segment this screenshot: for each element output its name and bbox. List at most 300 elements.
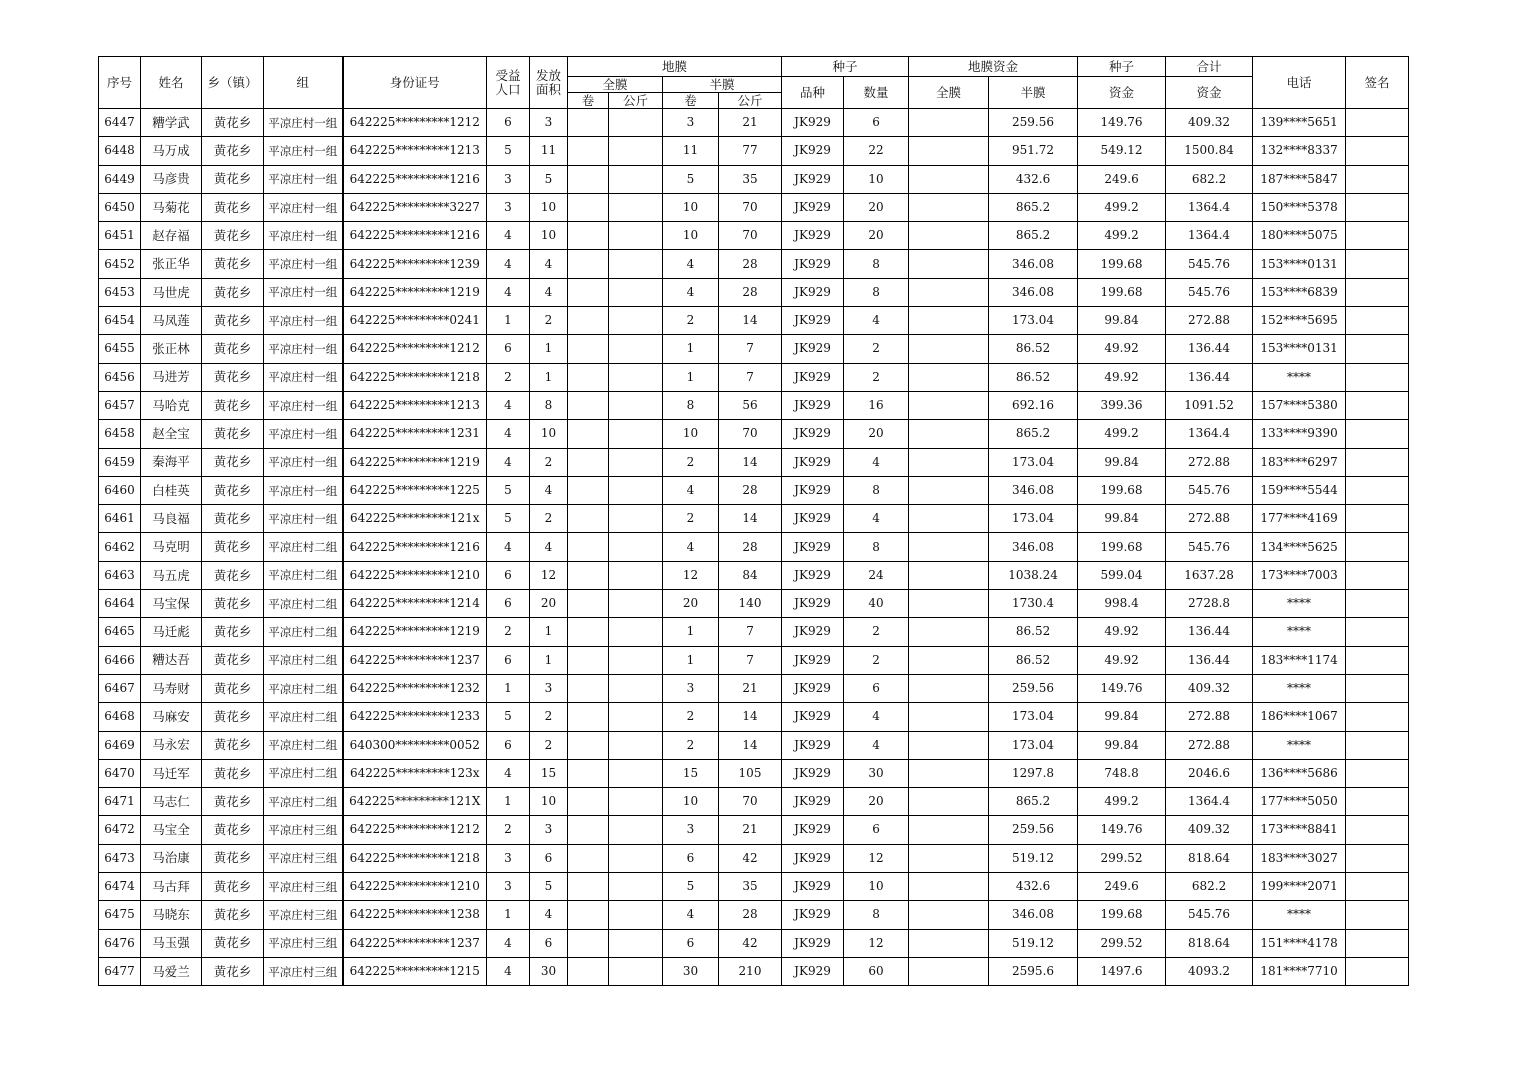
cell-half-roll: 3 bbox=[663, 816, 719, 844]
cell-full-kg bbox=[609, 957, 663, 985]
cell-quantity: 4 bbox=[844, 731, 909, 759]
cell-phone: 186****1067 bbox=[1253, 703, 1346, 731]
cell-quantity: 20 bbox=[844, 222, 909, 250]
cell-id: 642225*********1212 bbox=[343, 109, 487, 137]
cell-variety: JK929 bbox=[782, 844, 844, 872]
table-row bbox=[99, 363, 1409, 391]
cell-total-funds: 1364.4 bbox=[1166, 193, 1253, 221]
cell-ff-full bbox=[909, 363, 989, 391]
header-id: 身份证号 bbox=[343, 57, 487, 109]
cell-quantity: 8 bbox=[844, 278, 909, 306]
cell-name: 马晓东 bbox=[141, 901, 202, 929]
cell-sign bbox=[1346, 703, 1409, 731]
cell-beneficiaries: 5 bbox=[487, 476, 530, 504]
cell-ff-half: 259.56 bbox=[989, 109, 1078, 137]
cell-id: 642225*********1225 bbox=[343, 476, 487, 504]
cell-phone: 136****5686 bbox=[1253, 759, 1346, 787]
cell-total-funds: 1637.28 bbox=[1166, 561, 1253, 589]
cell-full-roll bbox=[568, 873, 609, 901]
cell-seed-funds: 399.36 bbox=[1078, 391, 1166, 419]
table-row bbox=[99, 873, 1409, 901]
cell-half-kg: 14 bbox=[719, 307, 782, 335]
cell-full-roll bbox=[568, 674, 609, 702]
cell-full-kg bbox=[609, 816, 663, 844]
cell-name: 张正林 bbox=[141, 335, 202, 363]
cell-id: 642225*********1212 bbox=[343, 816, 487, 844]
cell-id: 642225*********1214 bbox=[343, 590, 487, 618]
cell-group: 平凉庄村二组 bbox=[264, 674, 343, 702]
cell-group: 平凉庄村一组 bbox=[264, 505, 343, 533]
cell-ff-half: 346.08 bbox=[989, 250, 1078, 278]
cell-sign bbox=[1346, 391, 1409, 419]
cell-ff-full bbox=[909, 901, 989, 929]
cell-township: 黄花乡 bbox=[202, 533, 264, 561]
cell-ff-half: 86.52 bbox=[989, 646, 1078, 674]
table-row bbox=[99, 137, 1409, 165]
cell-ff-half: 519.12 bbox=[989, 844, 1078, 872]
cell-total-funds: 1091.52 bbox=[1166, 391, 1253, 419]
cell-seq: 6476 bbox=[99, 929, 141, 957]
cell-sign bbox=[1346, 278, 1409, 306]
cell-township: 黄花乡 bbox=[202, 307, 264, 335]
cell-full-kg bbox=[609, 590, 663, 618]
header-seq: 序号 bbox=[99, 57, 141, 109]
cell-seed-funds: 499.2 bbox=[1078, 420, 1166, 448]
header-full-film: 全膜 bbox=[568, 77, 663, 93]
cell-name: 赵存福 bbox=[141, 222, 202, 250]
cell-seed-funds: 1497.6 bbox=[1078, 957, 1166, 985]
cell-id: 642225*********3227 bbox=[343, 193, 487, 221]
cell-half-roll: 10 bbox=[663, 193, 719, 221]
cell-sign bbox=[1346, 929, 1409, 957]
cell-full-roll bbox=[568, 391, 609, 419]
table-row bbox=[99, 590, 1409, 618]
cell-ff-half: 1038.24 bbox=[989, 561, 1078, 589]
cell-variety: JK929 bbox=[782, 335, 844, 363]
cell-sign bbox=[1346, 307, 1409, 335]
table-row bbox=[99, 222, 1409, 250]
cell-ff-half: 173.04 bbox=[989, 448, 1078, 476]
cell-half-kg: 7 bbox=[719, 335, 782, 363]
cell-total-funds: 136.44 bbox=[1166, 335, 1253, 363]
table-row bbox=[99, 731, 1409, 759]
header-total: 合计 bbox=[1166, 57, 1253, 77]
cell-full-roll bbox=[568, 957, 609, 985]
cell-ff-half: 346.08 bbox=[989, 533, 1078, 561]
cell-total-funds: 545.76 bbox=[1166, 901, 1253, 929]
cell-beneficiaries: 5 bbox=[487, 505, 530, 533]
cell-sign bbox=[1346, 844, 1409, 872]
cell-quantity: 24 bbox=[844, 561, 909, 589]
cell-township: 黄花乡 bbox=[202, 618, 264, 646]
cell-beneficiaries: 3 bbox=[487, 193, 530, 221]
cell-ff-half: 432.6 bbox=[989, 873, 1078, 901]
cell-name: 秦海平 bbox=[141, 448, 202, 476]
cell-full-roll bbox=[568, 307, 609, 335]
cell-half-roll: 1 bbox=[663, 363, 719, 391]
cell-half-kg: 14 bbox=[719, 448, 782, 476]
cell-name: 马爱兰 bbox=[141, 957, 202, 985]
cell-total-funds: 1500.84 bbox=[1166, 137, 1253, 165]
cell-variety: JK929 bbox=[782, 646, 844, 674]
cell-total-funds: 272.88 bbox=[1166, 448, 1253, 476]
cell-full-kg bbox=[609, 533, 663, 561]
cell-quantity: 4 bbox=[844, 505, 909, 533]
cell-quantity: 16 bbox=[844, 391, 909, 419]
cell-total-funds: 136.44 bbox=[1166, 618, 1253, 646]
cell-name: 马治康 bbox=[141, 844, 202, 872]
cell-sign bbox=[1346, 957, 1409, 985]
cell-full-roll bbox=[568, 703, 609, 731]
cell-half-kg: 14 bbox=[719, 703, 782, 731]
cell-sign bbox=[1346, 505, 1409, 533]
cell-sign bbox=[1346, 137, 1409, 165]
cell-name: 白桂英 bbox=[141, 476, 202, 504]
cell-id: 642225*********121X bbox=[343, 788, 487, 816]
cell-variety: JK929 bbox=[782, 731, 844, 759]
cell-beneficiaries: 4 bbox=[487, 250, 530, 278]
cell-id: 642225*********1218 bbox=[343, 363, 487, 391]
cell-full-roll bbox=[568, 278, 609, 306]
cell-variety: JK929 bbox=[782, 703, 844, 731]
cell-seq: 6463 bbox=[99, 561, 141, 589]
cell-full-kg bbox=[609, 476, 663, 504]
cell-half-roll: 5 bbox=[663, 873, 719, 901]
cell-seq: 6450 bbox=[99, 193, 141, 221]
cell-name: 马迁彪 bbox=[141, 618, 202, 646]
cell-ff-full bbox=[909, 561, 989, 589]
cell-group: 平凉庄村一组 bbox=[264, 165, 343, 193]
cell-ff-half: 865.2 bbox=[989, 193, 1078, 221]
cell-half-kg: 105 bbox=[719, 759, 782, 787]
cell-beneficiaries: 6 bbox=[487, 590, 530, 618]
cell-sign bbox=[1346, 222, 1409, 250]
cell-half-kg: 28 bbox=[719, 250, 782, 278]
cell-variety: JK929 bbox=[782, 391, 844, 419]
cell-sign bbox=[1346, 901, 1409, 929]
cell-beneficiaries: 3 bbox=[487, 165, 530, 193]
cell-township: 黄花乡 bbox=[202, 646, 264, 674]
cell-half-roll: 15 bbox=[663, 759, 719, 787]
cell-ff-full bbox=[909, 844, 989, 872]
cell-township: 黄花乡 bbox=[202, 109, 264, 137]
table-body bbox=[99, 109, 1409, 986]
cell-sign bbox=[1346, 335, 1409, 363]
cell-variety: JK929 bbox=[782, 222, 844, 250]
cell-half-roll: 2 bbox=[663, 448, 719, 476]
cell-seq: 6462 bbox=[99, 533, 141, 561]
cell-id: 642225*********0241 bbox=[343, 307, 487, 335]
cell-full-roll bbox=[568, 844, 609, 872]
header-film: 地膜 bbox=[568, 57, 782, 77]
cell-full-kg bbox=[609, 561, 663, 589]
cell-ff-half: 259.56 bbox=[989, 816, 1078, 844]
cell-sign bbox=[1346, 533, 1409, 561]
cell-ff-half: 865.2 bbox=[989, 788, 1078, 816]
cell-full-kg bbox=[609, 109, 663, 137]
cell-beneficiaries: 2 bbox=[487, 363, 530, 391]
table-row bbox=[99, 674, 1409, 702]
cell-variety: JK929 bbox=[782, 957, 844, 985]
header-ff-full: 全膜 bbox=[909, 77, 989, 109]
cell-sign bbox=[1346, 788, 1409, 816]
header-seed: 种子 bbox=[782, 57, 909, 77]
cell-full-kg bbox=[609, 901, 663, 929]
cell-seed-funds: 499.2 bbox=[1078, 788, 1166, 816]
cell-township: 黄花乡 bbox=[202, 703, 264, 731]
cell-group: 平凉庄村二组 bbox=[264, 533, 343, 561]
cell-area: 4 bbox=[530, 533, 568, 561]
cell-quantity: 2 bbox=[844, 335, 909, 363]
table-row bbox=[99, 391, 1409, 419]
cell-phone: 139****5651 bbox=[1253, 109, 1346, 137]
cell-phone: 151****4178 bbox=[1253, 929, 1346, 957]
cell-full-kg bbox=[609, 391, 663, 419]
cell-id: 642225*********1232 bbox=[343, 674, 487, 702]
cell-variety: JK929 bbox=[782, 561, 844, 589]
cell-total-funds: 545.76 bbox=[1166, 250, 1253, 278]
cell-area: 4 bbox=[530, 901, 568, 929]
cell-half-roll: 6 bbox=[663, 929, 719, 957]
cell-full-roll bbox=[568, 222, 609, 250]
cell-beneficiaries: 1 bbox=[487, 674, 530, 702]
cell-ff-full bbox=[909, 448, 989, 476]
cell-group: 平凉庄村二组 bbox=[264, 759, 343, 787]
cell-full-kg bbox=[609, 222, 663, 250]
cell-full-roll bbox=[568, 137, 609, 165]
cell-full-roll bbox=[568, 193, 609, 221]
cell-seed-funds: 149.76 bbox=[1078, 674, 1166, 702]
cell-total-funds: 1364.4 bbox=[1166, 222, 1253, 250]
cell-half-kg: 70 bbox=[719, 420, 782, 448]
cell-area: 6 bbox=[530, 844, 568, 872]
cell-full-roll bbox=[568, 363, 609, 391]
cell-seed-funds: 299.52 bbox=[1078, 844, 1166, 872]
cell-id: 642225*********1233 bbox=[343, 703, 487, 731]
cell-group: 平凉庄村一组 bbox=[264, 109, 343, 137]
cell-ff-full bbox=[909, 278, 989, 306]
cell-ff-half: 951.72 bbox=[989, 137, 1078, 165]
cell-beneficiaries: 4 bbox=[487, 420, 530, 448]
cell-total-funds: 409.32 bbox=[1166, 816, 1253, 844]
header-ff-half: 半膜 bbox=[989, 77, 1078, 109]
cell-seq: 6474 bbox=[99, 873, 141, 901]
cell-half-kg: 14 bbox=[719, 505, 782, 533]
cell-beneficiaries: 6 bbox=[487, 646, 530, 674]
cell-group: 平凉庄村三组 bbox=[264, 957, 343, 985]
cell-group: 平凉庄村一组 bbox=[264, 391, 343, 419]
cell-ff-full bbox=[909, 137, 989, 165]
cell-variety: JK929 bbox=[782, 448, 844, 476]
cell-variety: JK929 bbox=[782, 109, 844, 137]
cell-beneficiaries: 5 bbox=[487, 703, 530, 731]
cell-id: 640300*********0052 bbox=[343, 731, 487, 759]
cell-quantity: 40 bbox=[844, 590, 909, 618]
cell-area: 2 bbox=[530, 505, 568, 533]
cell-seq: 6458 bbox=[99, 420, 141, 448]
cell-total-funds: 136.44 bbox=[1166, 646, 1253, 674]
cell-full-roll bbox=[568, 165, 609, 193]
cell-township: 黄花乡 bbox=[202, 561, 264, 589]
cell-area: 3 bbox=[530, 109, 568, 137]
cell-ff-half: 519.12 bbox=[989, 929, 1078, 957]
header-area: 发放面积 bbox=[530, 57, 568, 109]
cell-seed-funds: 499.2 bbox=[1078, 193, 1166, 221]
cell-phone: **** bbox=[1253, 674, 1346, 702]
table-row bbox=[99, 505, 1409, 533]
table-row bbox=[99, 844, 1409, 872]
cell-seed-funds: 549.12 bbox=[1078, 137, 1166, 165]
cell-group: 平凉庄村三组 bbox=[264, 873, 343, 901]
cell-id: 642225*********1218 bbox=[343, 844, 487, 872]
header-kg: 公斤 bbox=[609, 93, 663, 109]
cell-variety: JK929 bbox=[782, 788, 844, 816]
cell-beneficiaries: 4 bbox=[487, 391, 530, 419]
cell-sign bbox=[1346, 250, 1409, 278]
cell-seed-funds: 199.68 bbox=[1078, 250, 1166, 278]
cell-half-kg: 28 bbox=[719, 476, 782, 504]
cell-total-funds: 272.88 bbox=[1166, 307, 1253, 335]
cell-variety: JK929 bbox=[782, 137, 844, 165]
cell-seed-funds: 99.84 bbox=[1078, 703, 1166, 731]
cell-group: 平凉庄村二组 bbox=[264, 646, 343, 674]
cell-township: 黄花乡 bbox=[202, 391, 264, 419]
cell-area: 10 bbox=[530, 193, 568, 221]
cell-full-kg bbox=[609, 137, 663, 165]
cell-half-roll: 4 bbox=[663, 901, 719, 929]
cell-ff-half: 865.2 bbox=[989, 420, 1078, 448]
cell-half-roll: 4 bbox=[663, 250, 719, 278]
header-township: 乡（镇） bbox=[202, 57, 264, 109]
cell-beneficiaries: 6 bbox=[487, 109, 530, 137]
cell-name: 马永宏 bbox=[141, 731, 202, 759]
cell-id: 642225*********123x bbox=[343, 759, 487, 787]
cell-group: 平凉庄村一组 bbox=[264, 250, 343, 278]
cell-name: 马麻安 bbox=[141, 703, 202, 731]
cell-full-kg bbox=[609, 307, 663, 335]
cell-ff-full bbox=[909, 307, 989, 335]
cell-seq: 6459 bbox=[99, 448, 141, 476]
cell-phone: 183****1174 bbox=[1253, 646, 1346, 674]
cell-sign bbox=[1346, 109, 1409, 137]
cell-variety: JK929 bbox=[782, 476, 844, 504]
cell-name: 赵全宝 bbox=[141, 420, 202, 448]
table-row bbox=[99, 929, 1409, 957]
cell-ff-half: 173.04 bbox=[989, 703, 1078, 731]
cell-half-kg: 21 bbox=[719, 674, 782, 702]
cell-seed-funds: 249.6 bbox=[1078, 873, 1166, 901]
cell-seed-funds: 149.76 bbox=[1078, 816, 1166, 844]
cell-half-kg: 28 bbox=[719, 533, 782, 561]
cell-seed-funds: 99.84 bbox=[1078, 448, 1166, 476]
cell-township: 黄花乡 bbox=[202, 759, 264, 787]
cell-half-roll: 1 bbox=[663, 646, 719, 674]
cell-id: 642225*********1210 bbox=[343, 873, 487, 901]
cell-phone: 183****6297 bbox=[1253, 448, 1346, 476]
cell-variety: JK929 bbox=[782, 307, 844, 335]
cell-half-roll: 2 bbox=[663, 505, 719, 533]
cell-phone: **** bbox=[1253, 731, 1346, 759]
cell-quantity: 8 bbox=[844, 250, 909, 278]
cell-seed-funds: 199.68 bbox=[1078, 476, 1166, 504]
cell-beneficiaries: 5 bbox=[487, 137, 530, 165]
cell-township: 黄花乡 bbox=[202, 929, 264, 957]
cell-township: 黄花乡 bbox=[202, 448, 264, 476]
cell-ff-half: 1297.8 bbox=[989, 759, 1078, 787]
cell-ff-full bbox=[909, 420, 989, 448]
cell-ff-full bbox=[909, 674, 989, 702]
cell-township: 黄花乡 bbox=[202, 873, 264, 901]
cell-ff-full bbox=[909, 165, 989, 193]
cell-township: 黄花乡 bbox=[202, 844, 264, 872]
cell-variety: JK929 bbox=[782, 363, 844, 391]
table-row bbox=[99, 278, 1409, 306]
cell-seq: 6469 bbox=[99, 731, 141, 759]
cell-total-funds: 682.2 bbox=[1166, 873, 1253, 901]
cell-seq: 6465 bbox=[99, 618, 141, 646]
cell-sign bbox=[1346, 193, 1409, 221]
cell-ff-full bbox=[909, 533, 989, 561]
cell-variety: JK929 bbox=[782, 873, 844, 901]
cell-ff-half: 2595.6 bbox=[989, 957, 1078, 985]
cell-full-kg bbox=[609, 278, 663, 306]
cell-sign bbox=[1346, 165, 1409, 193]
cell-township: 黄花乡 bbox=[202, 957, 264, 985]
cell-quantity: 6 bbox=[844, 674, 909, 702]
cell-seed-funds: 199.68 bbox=[1078, 901, 1166, 929]
cell-quantity: 60 bbox=[844, 957, 909, 985]
cell-full-roll bbox=[568, 590, 609, 618]
cell-half-roll: 30 bbox=[663, 957, 719, 985]
cell-full-roll bbox=[568, 250, 609, 278]
cell-seed-funds: 499.2 bbox=[1078, 222, 1166, 250]
cell-id: 642225*********1216 bbox=[343, 222, 487, 250]
cell-full-kg bbox=[609, 165, 663, 193]
cell-area: 8 bbox=[530, 391, 568, 419]
cell-half-roll: 2 bbox=[663, 703, 719, 731]
cell-seq: 6453 bbox=[99, 278, 141, 306]
header-seed2: 种子 bbox=[1078, 57, 1166, 77]
cell-half-kg: 7 bbox=[719, 618, 782, 646]
cell-seed-funds: 99.84 bbox=[1078, 307, 1166, 335]
cell-beneficiaries: 4 bbox=[487, 278, 530, 306]
cell-ff-full bbox=[909, 590, 989, 618]
cell-beneficiaries: 3 bbox=[487, 873, 530, 901]
cell-seq: 6447 bbox=[99, 109, 141, 137]
cell-ff-full bbox=[909, 957, 989, 985]
cell-ff-full bbox=[909, 250, 989, 278]
cell-name: 马哈克 bbox=[141, 391, 202, 419]
cell-quantity: 6 bbox=[844, 816, 909, 844]
cell-variety: JK929 bbox=[782, 250, 844, 278]
cell-full-kg bbox=[609, 731, 663, 759]
cell-area: 4 bbox=[530, 278, 568, 306]
cell-total-funds: 682.2 bbox=[1166, 165, 1253, 193]
cell-ff-half: 432.6 bbox=[989, 165, 1078, 193]
cell-seq: 6451 bbox=[99, 222, 141, 250]
cell-total-funds: 545.76 bbox=[1166, 476, 1253, 504]
cell-total-funds: 409.32 bbox=[1166, 674, 1253, 702]
cell-quantity: 10 bbox=[844, 165, 909, 193]
cell-area: 4 bbox=[530, 250, 568, 278]
cell-quantity: 20 bbox=[844, 420, 909, 448]
cell-ff-full bbox=[909, 618, 989, 646]
cell-quantity: 4 bbox=[844, 448, 909, 476]
cell-seq: 6477 bbox=[99, 957, 141, 985]
cell-seq: 6467 bbox=[99, 674, 141, 702]
cell-half-roll: 10 bbox=[663, 222, 719, 250]
cell-quantity: 22 bbox=[844, 137, 909, 165]
